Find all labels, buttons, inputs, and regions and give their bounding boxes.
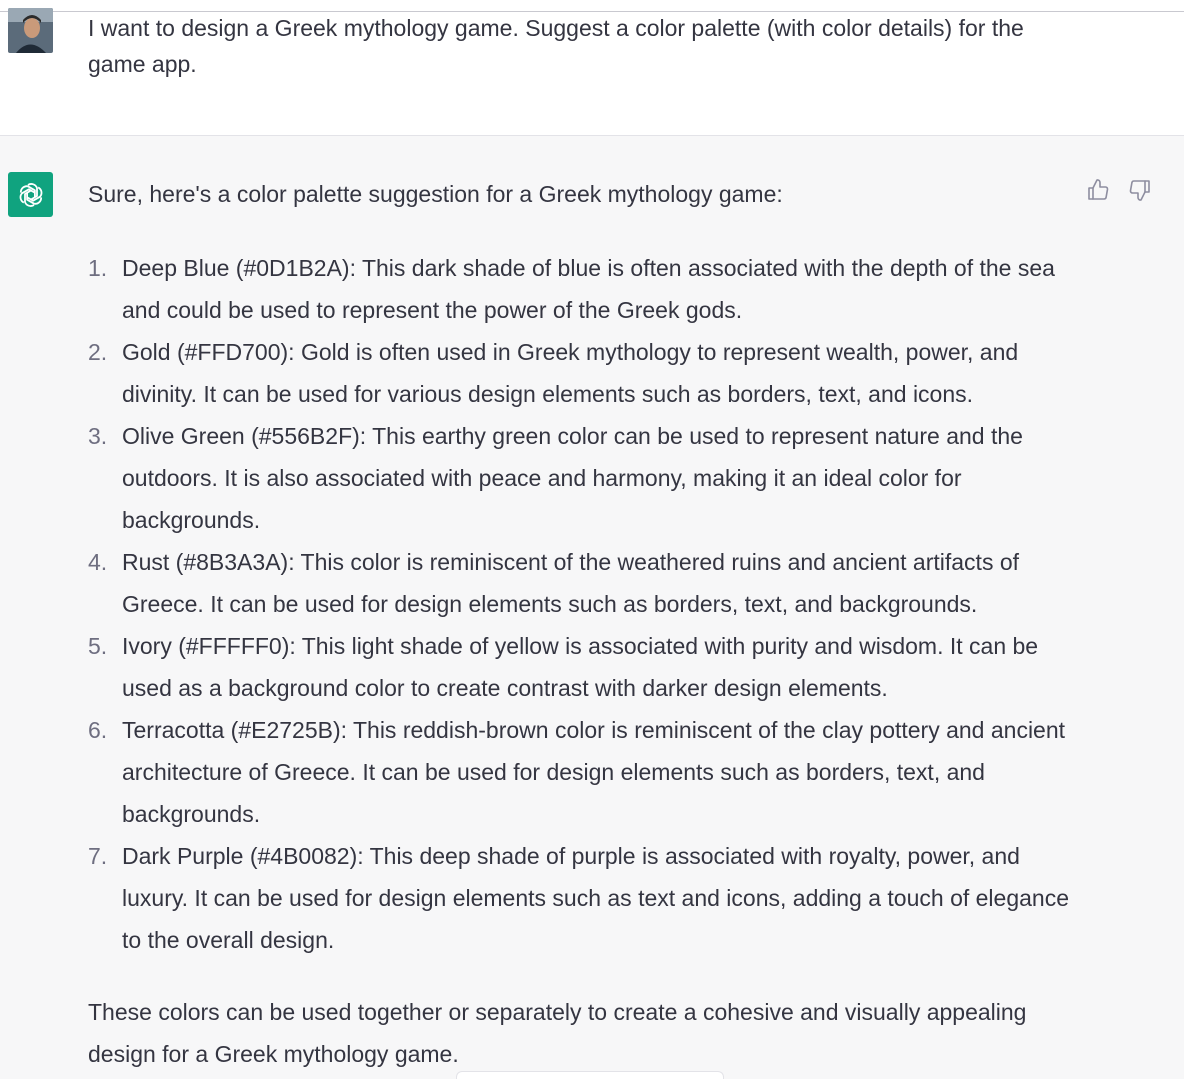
list-item-text: Dark Purple (#4B0082): This deep shade of purple is associated with royalty, power, and luxury. It can be used for design elements such as text and icons, adding a touch of elegance to the overall design. (122, 843, 1069, 953)
list-item (88, 247, 1078, 331)
list-item-number: 1. (88, 255, 108, 281)
list-item (88, 835, 1078, 961)
assistant-message-row (0, 136, 1184, 1079)
list-item-text: Olive Green (#556B2F): This earthy green color can be used to represent nature and the outdoors. It is also associated with peace and harmony, making it an ideal color for backgrounds. (122, 423, 1023, 533)
list-item-text: Deep Blue (#0D1B2A): This dark shade of blue is often associated with the depth of the sea and could be used to represent the power of the Greek gods. (122, 255, 1055, 323)
assistant-closing-text: These colors can be used together or separately to create a cohesive and visually appealing design for a Greek mythology game. (88, 999, 1027, 1067)
regenerate-button-edge[interactable] (456, 1071, 724, 1079)
list-item-text: Ivory (#FFFFF0): This light shade of yellow is associated with purity and wisdom. It can be used as a background color to create contrast with darker design elements. (122, 633, 1039, 701)
thumbs-down-button[interactable] (1126, 176, 1154, 204)
thumbs-up-button[interactable] (1084, 176, 1112, 204)
user-avatar (8, 8, 53, 53)
user-message-row (0, 0, 1184, 136)
openai-logo-icon (8, 172, 53, 217)
list-item-number: 2. (88, 339, 108, 365)
thumbs-up-icon (1086, 178, 1110, 202)
list-item-number: 7. (88, 843, 108, 869)
list-item-text: Rust (#8B3A3A): This color is reminiscent of the weathered ruins and ancient artifacts of Greece. It can be used for design elements such as borders, text, and backgrounds. (122, 549, 1020, 617)
thumbs-down-icon (1128, 178, 1152, 202)
user-message-text: I want to design a Greek mythology game. Suggest a color palette (with color details) for the game app. (88, 15, 1024, 77)
list-item-text: Gold (#FFD700): Gold is often used in Greek mythology to represent wealth, power, and divinity. It can be used for various design elements such as borders, text, and icons. (122, 339, 1019, 407)
assistant-intro-text: Sure, here's a color palette suggestion for a Greek mythology game: (88, 181, 783, 207)
list-item-number: 5. (88, 633, 108, 659)
list-item-number: 6. (88, 717, 108, 743)
list-item (88, 415, 1078, 541)
list-item (88, 331, 1078, 415)
list-item-number: 4. (88, 549, 108, 575)
list-item (88, 625, 1078, 709)
color-palette-list (88, 247, 1078, 961)
list-item-number: 3. (88, 423, 108, 449)
list-item (88, 709, 1078, 835)
list-item-text: Terracotta (#E2725B): This reddish-brown color is reminiscent of the clay pottery and ancient architecture of Greece. It can be used for design elements such as borders, text, and backgrounds. (122, 717, 1066, 827)
list-item (88, 541, 1078, 625)
